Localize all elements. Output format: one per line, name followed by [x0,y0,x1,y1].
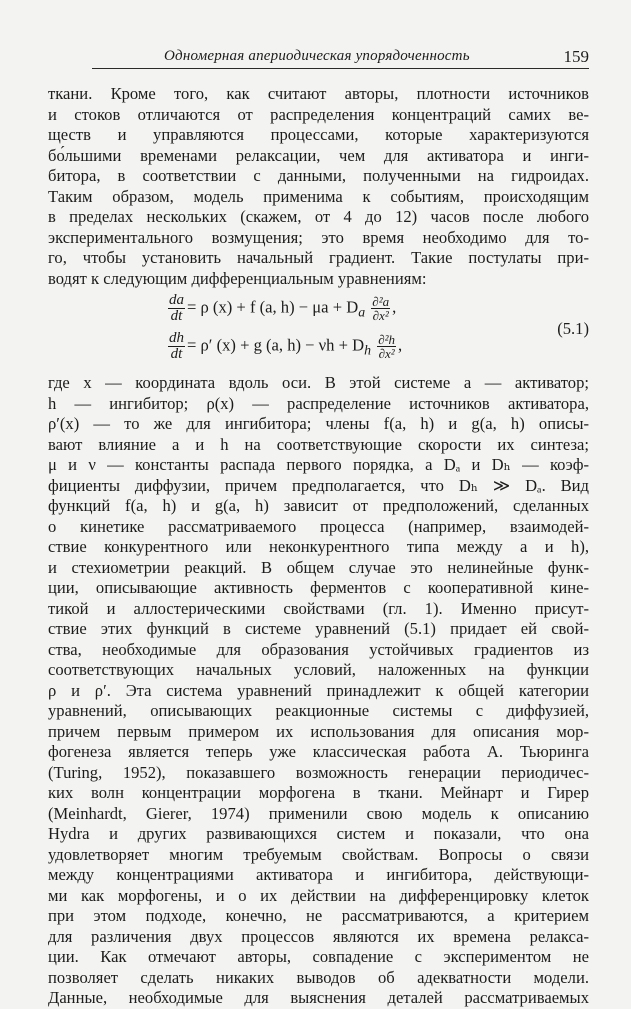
text-line: ρ′(x) — то же для ингибитора; члены f(a, h) и g(a, h) описы- [48,414,589,433]
text-line: (Turing, 1952), показавшего возможность генерации периодичес- [48,762,589,782]
rhs-fraction [371,295,390,322]
body-text [48,84,589,1009]
paragraph-1 [48,84,589,289]
fraction-numerator: ∂²h [378,332,396,347]
text-line: ствие этих функций в системе уравнений (5.1) придает ей свой- [48,619,589,638]
text-line: Hydra и других развивающихся систем и показали, что она [48,824,589,843]
text-line: Данные, необходимые для выяснения деталей рассматриваемых [48,988,589,1007]
text-line: о кинетике рассматриваемого процесса (например, взаимодей- [48,516,589,536]
equation-tail: , [392,297,397,317]
text-line: позволяет сделать никаких выводов об адекватности модели. [48,967,589,987]
text-line: для различения двух процессов являются их времена релакса- [48,926,589,946]
diffusion-subscript: h [364,342,372,358]
text-line: битора, в соответствии с данными, полученными на гидроидах. [48,166,589,185]
text-line: бо́льшими временами релаксации, чем для активатора и инги- [48,145,589,165]
fraction-denominator: dt [170,308,183,324]
text-line: h — ингибитор; ρ(x) — распределение источников активатора, [48,393,589,413]
text-line: где x — координата вдоль оси. В этой системе a — активатор; [48,373,589,392]
running-header [92,46,589,69]
lhs-fraction [168,293,185,324]
text-line: причем первым примером их использования для описания мор- [48,721,589,741]
text-line: функций f(a, h) и g(a, h) зависит от предположений, сделанных [48,496,589,515]
equation-activator [166,293,396,324]
fraction-denominator: dt [170,346,183,362]
text-line: ρ и ρ′. Эта система уравнений принадлежит к общей категории [48,680,589,700]
lhs-fraction [168,331,185,362]
text-line: фогенеза является теперь уже классическая работа А. Тьюринга [48,742,589,761]
text-line: ствие конкурентного или неконкурентного типа между a и h), [48,537,589,556]
text-line: ких волн концентрации морфогена в ткани. Мейнарт и Гирер [48,783,589,802]
equation-system [48,293,589,371]
text-line: и стехиометрии реакций. В общем случае это нелинейные функ- [48,557,589,577]
running-title: Одномерная апериодическая упорядоченность [164,48,470,64]
equation-number: (5.1) [557,319,589,338]
fraction-numerator: da [169,292,184,308]
text-line: удовлетворяет многим требуемым свойствам. Вопросы о связи [48,844,589,864]
text-line: уравнений, описывающих реакционные системы с диффузией, [48,701,589,720]
text-line: водят к следующим дифференциальным уравнениям: [48,268,427,288]
text-line: фициенты диффузии, причем предполагается, что Dₕ ≫ Dₐ. Вид [48,475,589,495]
text-line: го, чтобы установить начальный градиент. Такие постулаты при- [48,248,589,267]
fraction-denominator: ∂x² [372,308,389,323]
fraction-denominator: ∂x² [378,346,395,361]
text-line: и стоков отличаются от распределения концентраций самих ве- [48,104,589,124]
page-number: 159 [563,47,589,66]
text-line: ми как морфогены, и о их действии на дифференцировку клеток [48,885,589,905]
text-line: экспериментального возмущения; это время необходимо для то- [48,227,589,247]
equation-tail: , [398,335,403,355]
equation-body: = ρ (x) + f (a, h) − μa + D [187,297,359,317]
text-line: ткани. Кроме того, как считают авторы, плотности источников [48,84,589,103]
text-line: ции. Как отмечают авторы, совпадение с экспериментом не [48,947,589,966]
diffusion-subscript: a [358,304,366,320]
text-line: ства, необходимые для образования устойчивых градиентов из [48,639,589,659]
text-line: тикой и аллостерическими свойствами (гл. 1). Именно присут- [48,598,589,618]
paragraph-2 [48,373,589,1009]
text-line: (Meinhardt, Gierer, 1974) применили свою модель к описанию [48,803,589,823]
text-line: ществ и управляются процессами, которые характеризуются [48,125,589,144]
fraction-numerator: ∂²a [372,294,390,309]
fraction-numerator: dh [169,330,184,346]
text-line: Таким образом, модель применима к событиям, происходящим [48,186,589,206]
text-line: ции, описывающие активность ферментов с кооперативной кине- [48,578,589,597]
rhs-fraction [377,333,396,360]
text-line: между концентрациями активатора и ингибитора, действующи- [48,865,589,884]
equation-body: = ρ′ (x) + g (a, h) − νh + D [187,335,365,355]
text-line: вают влияние a и h на соответствующие скорости их синтеза; [48,434,589,454]
equation-inhibitor [166,331,402,362]
text-line: соответствующих начальных условий, наложенных на функции [48,660,589,679]
text-line: μ и ν — константы распада первого порядка, а Dₐ и Dₕ — коэф- [48,455,589,474]
text-line: в пределах нескольких (скажем, от 4 до 12) часов после любого [48,207,589,226]
text-line: при этом подходе, конечно, не рассматриваются, а критерием [48,906,589,925]
